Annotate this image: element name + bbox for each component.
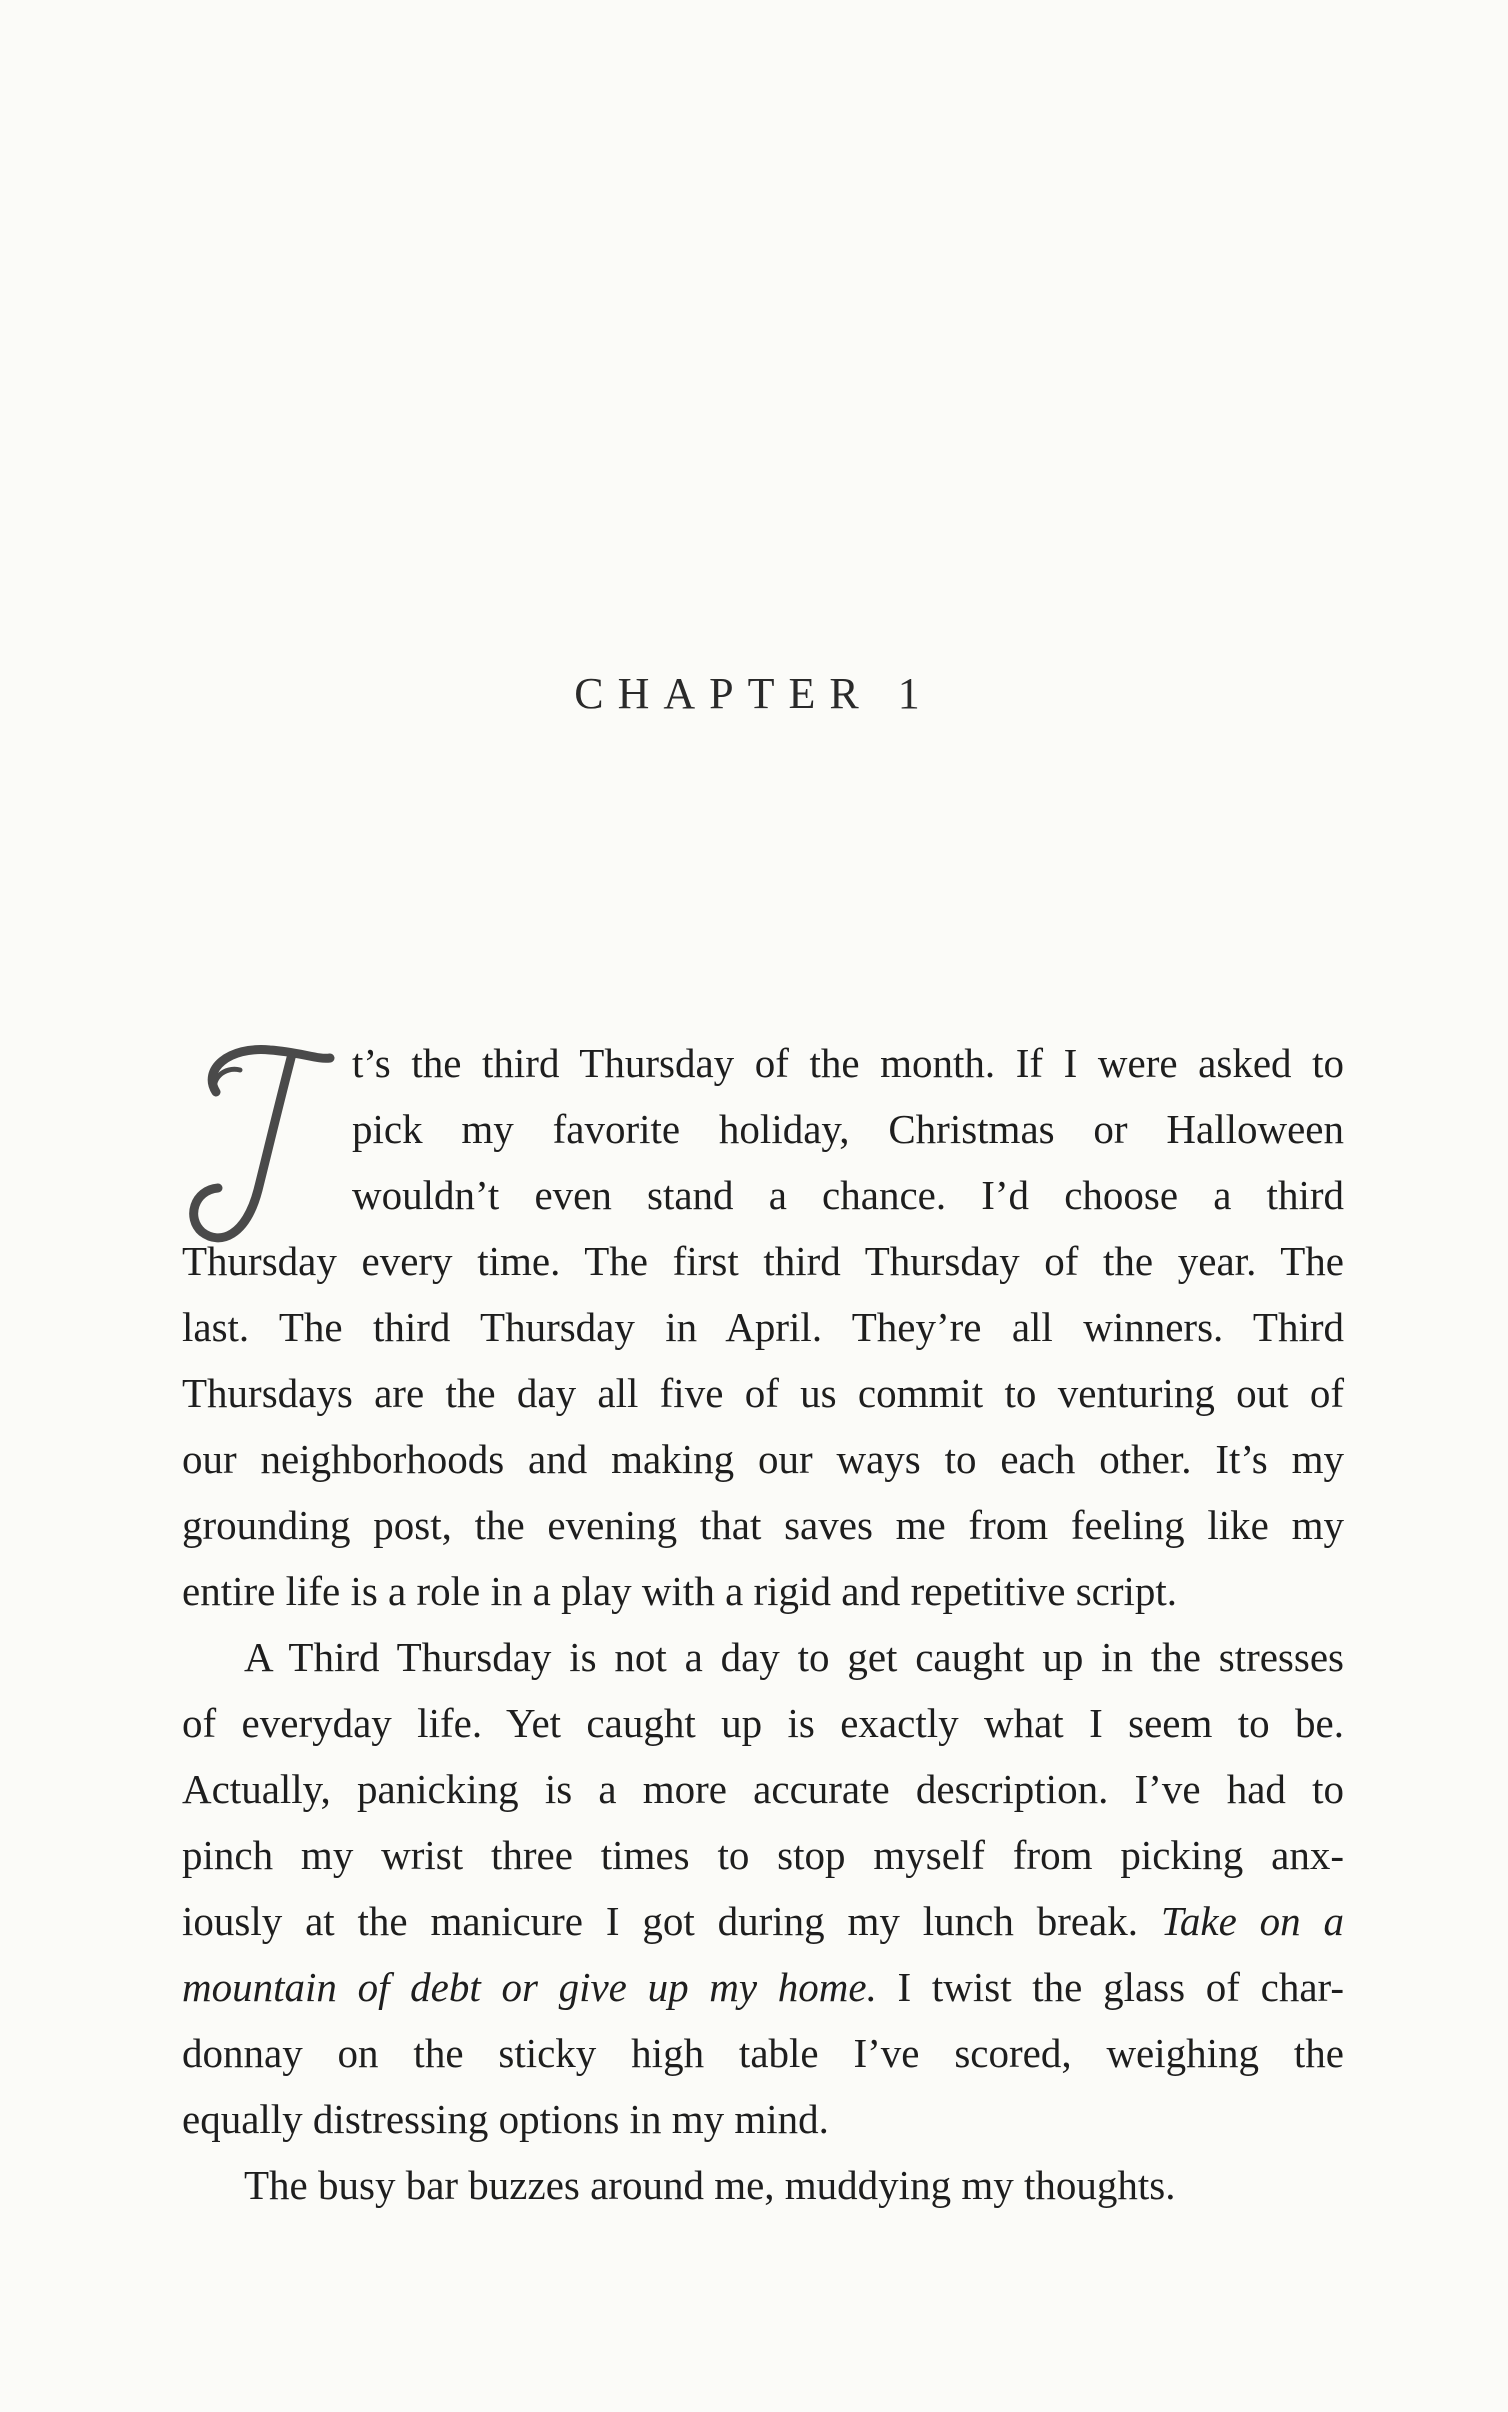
text-line: equally distressing options in my mind.	[182, 2096, 829, 2142]
text-line: entire life is a role in a play with a rigid and repetitive script.	[182, 1568, 1178, 1614]
text-line	[182, 1888, 1344, 1954]
text-line: donnay on the sticky high table I’ve scored, weighing the	[182, 2030, 1344, 2076]
text-line: pick my favorite holiday, Christmas or Halloween	[352, 1106, 1344, 1152]
body-text	[182, 1030, 1344, 2218]
text-line: Thursdays are the day all five of us commit to venturing out of	[182, 1370, 1344, 1416]
italic-text: mountain of debt or give up my home.	[182, 1964, 877, 2010]
text-segment: I twist the glass of char-	[876, 1964, 1344, 2010]
text-line: last. The third Thursday in April. They’re all winners. Third	[182, 1304, 1344, 1350]
text-line: grounding post, the evening that saves me from feeling like my	[182, 1502, 1344, 1548]
text-line: A Third Thursday is not a day to get caught up in the stresses	[244, 1634, 1344, 1680]
text-line: our neighborhoods and making our ways to each other. It’s my	[182, 1436, 1344, 1482]
paragraph-2	[182, 1624, 1344, 2152]
chapter-heading: CHAPTER 1	[574, 669, 934, 718]
text-line: The busy bar buzzes around me, muddying my thoughts.	[244, 2162, 1176, 2208]
text-line: Thursday every time. The first third Thursday of the year. The	[182, 1238, 1344, 1284]
text-line: Actually, panicking is a more accurate description. I’ve had to	[182, 1766, 1344, 1812]
text-line: wouldn’t even stand a chance. I’d choose a third	[352, 1172, 1344, 1218]
text-line: of everyday life. Yet caught up is exactly what I seem to be.	[182, 1700, 1344, 1746]
paragraph-3	[182, 2152, 1344, 2218]
text-line: t’s the third Thursday of the month. If I were asked to	[352, 1040, 1344, 1086]
text-line: pinch my wrist three times to stop myself from picking anx-	[182, 1832, 1344, 1878]
italic-text: Take on a	[1160, 1898, 1345, 1944]
text-line	[182, 1954, 1344, 2020]
text-segment: iously at the manicure I got during my lunch break.	[182, 1898, 1161, 1944]
paragraph-1	[182, 1030, 1344, 1624]
